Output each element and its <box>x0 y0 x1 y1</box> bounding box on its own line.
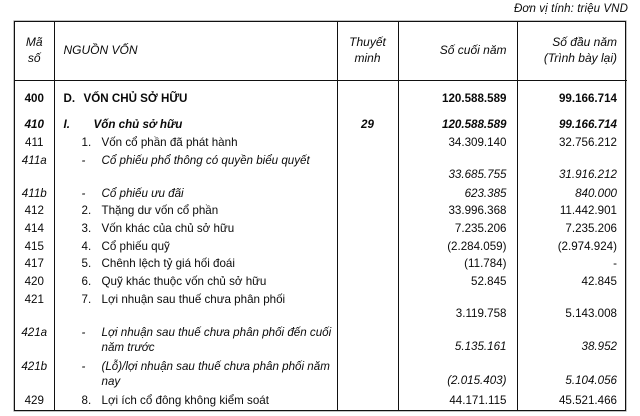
row-code: 421a <box>15 324 54 358</box>
row-note <box>337 358 398 392</box>
row-marker: D. <box>63 91 76 105</box>
row-marker: - <box>81 186 86 200</box>
table-row <box>15 358 627 392</box>
spacer-cell <box>517 107 627 116</box>
row-end-of-year: 33.685.755 <box>398 152 517 185</box>
row-end-of-year: 623.385 <box>398 185 517 203</box>
row-marker: 7. <box>81 292 92 306</box>
row-note <box>337 291 398 324</box>
row-begin-of-year: 5.143.008 <box>565 306 617 320</box>
row-code: 429 <box>15 392 54 410</box>
row-end-of-year: (2.284.059) <box>398 238 517 256</box>
row-note <box>337 152 398 185</box>
row-label: Lợi nhuận sau thuế chưa phân phối đến cuối năm trước <box>101 325 332 354</box>
row-name <box>54 273 337 291</box>
row-marker: - <box>81 153 86 167</box>
row-end-of-year: (2.015.403) <box>398 358 517 392</box>
row-begin-of-year: 99.166.714 <box>558 118 617 132</box>
row-label: Cổ phiếu phổ thông có quyền biểu quyết <box>101 153 310 167</box>
table-row <box>15 392 627 410</box>
row-marker: 5. <box>81 257 92 271</box>
table-row <box>15 90 627 108</box>
table-row <box>15 273 627 291</box>
row-begin-of-year: 11.442.901 <box>559 204 617 218</box>
row-note <box>337 134 398 152</box>
row-label: VỐN CHỦ SỞ HỮU <box>83 91 188 105</box>
table-row <box>15 152 627 185</box>
row-marker: 2. <box>81 204 92 218</box>
spacer-cell <box>398 107 517 116</box>
table-row <box>15 116 627 134</box>
row-note <box>337 392 398 410</box>
header-code-line1: Mã <box>25 35 43 50</box>
row-code: 417 <box>15 255 54 273</box>
row-code: 414 <box>15 220 54 238</box>
row-end-of-year: 5.135.161 <box>398 324 517 358</box>
table-row <box>15 134 627 152</box>
row-name <box>54 134 337 152</box>
row-marker: - <box>81 325 86 339</box>
row-label: Chênh lệch tỷ giá hối đoái <box>101 257 235 271</box>
row-label: Thặng dư vốn cổ phần <box>101 204 219 218</box>
row-label: (Lỗ)/lợi nhuận sau thuế chưa phân phối năm nay <box>101 359 330 389</box>
table-row <box>15 324 627 358</box>
row-name <box>54 116 337 134</box>
header-row <box>15 22 627 80</box>
spacer-row <box>15 107 627 116</box>
header-begin-line1: Số đầu năm <box>552 35 617 50</box>
row-end-of-year: 120.588.589 <box>398 90 517 108</box>
balance-sheet-table <box>15 22 627 410</box>
row-code: 421b <box>15 358 54 392</box>
spacer-cell <box>517 80 627 90</box>
row-marker: 1. <box>81 135 92 149</box>
table-row <box>15 238 627 256</box>
spacer-cell <box>54 107 337 116</box>
row-label: Vốn chủ sở hữu <box>93 118 183 132</box>
row-note: 29 <box>337 116 398 134</box>
row-name <box>54 238 337 256</box>
row-name <box>54 90 337 108</box>
row-code: 411a <box>15 152 54 185</box>
row-end-of-year: (11.784) <box>398 255 517 273</box>
row-name <box>54 185 337 203</box>
row-code: 411b <box>15 185 54 203</box>
row-code: 412 <box>15 202 54 220</box>
row-note <box>337 185 398 203</box>
row-begin-of-year: 31.916.212 <box>558 167 617 181</box>
row-end-of-year: 120.588.589 <box>398 116 517 134</box>
row-end-of-year: 44.171.115 <box>398 392 517 410</box>
row-label: Lợi ích cổ đông không kiểm soát <box>101 394 269 408</box>
row-name <box>54 202 337 220</box>
unit-caption: Đơn vị tính: triệu VND <box>514 3 628 15</box>
row-code: 421 <box>15 291 54 324</box>
row-label: Vốn khác của chủ sở hữu <box>101 221 235 235</box>
row-code: 415 <box>15 238 54 256</box>
row-marker: 8. <box>81 394 92 408</box>
balance-sheet-table-wrapper <box>14 21 626 411</box>
row-name <box>54 255 337 273</box>
header-note-line1: Thuyết <box>349 35 386 50</box>
row-note <box>337 202 398 220</box>
row-marker: 6. <box>81 275 92 289</box>
spacer-cell <box>337 80 398 90</box>
row-begin-of-year: 7.235.206 <box>565 221 617 235</box>
table-row <box>15 291 627 324</box>
row-name <box>54 152 337 185</box>
table-row <box>15 220 627 238</box>
row-begin-of-year: 45.521.466 <box>558 394 617 408</box>
row-begin-of-year: 5.104.056 <box>565 373 617 387</box>
row-end-of-year: 3.119.758 <box>398 291 517 324</box>
row-end-of-year: 7.235.206 <box>398 220 517 238</box>
row-label: Quỹ khác thuộc vốn chủ sở hữu <box>101 275 267 289</box>
header-begin-of-year <box>517 22 627 80</box>
row-code: 400 <box>15 90 54 108</box>
row-note <box>337 90 398 108</box>
row-end-of-year: 34.309.140 <box>398 134 517 152</box>
spacer-cell <box>337 107 398 116</box>
row-name <box>54 291 337 324</box>
table-row <box>15 255 627 273</box>
table-row <box>15 185 627 203</box>
row-begin-of-year: 42.845 <box>581 275 617 289</box>
row-begin-of-year: (2.974.924) <box>557 239 617 253</box>
row-code: 420 <box>15 273 54 291</box>
row-name <box>54 324 337 358</box>
header-note-line2: minh <box>354 50 381 65</box>
header-code-line2: số <box>27 50 41 65</box>
row-name <box>54 392 337 410</box>
row-note <box>337 273 398 291</box>
spacer-cell <box>15 80 54 90</box>
row-name <box>54 220 337 238</box>
spacer-row <box>15 80 627 90</box>
row-marker: - <box>81 359 86 373</box>
row-code: 410 <box>15 116 54 134</box>
row-begin-of-year: 840.000 <box>575 186 617 200</box>
row-marker: I. <box>63 118 70 132</box>
header-code <box>15 22 54 80</box>
spacer-cell <box>398 80 517 90</box>
row-begin-of-year: - <box>613 257 617 271</box>
row-note <box>337 238 398 256</box>
row-code: 411 <box>15 134 54 152</box>
header-name: NGUỒN VỐN <box>54 22 337 80</box>
row-note <box>337 324 398 358</box>
row-label: Cổ phiếu ưu đãi <box>101 186 184 200</box>
row-note <box>337 255 398 273</box>
spacer-cell <box>15 107 54 116</box>
table-header <box>15 22 627 80</box>
row-label: Cổ phiếu quỹ <box>101 239 170 253</box>
header-begin-line2: (Trình bày lại) <box>543 50 617 65</box>
row-begin-of-year: 38.952 <box>581 339 617 353</box>
row-begin-of-year: 99.166.714 <box>558 91 617 105</box>
row-name <box>54 358 337 392</box>
row-label: Lợi nhuận sau thuế chưa phân phối <box>101 292 286 306</box>
row-end-of-year: 52.845 <box>398 273 517 291</box>
row-end-of-year: 33.996.368 <box>398 202 517 220</box>
header-end-of-year: Số cuối năm <box>398 22 517 80</box>
row-marker: 3. <box>81 221 92 235</box>
table-row <box>15 202 627 220</box>
spacer-cell <box>54 80 337 90</box>
header-note <box>337 22 398 80</box>
row-begin-of-year: 32.756.212 <box>558 135 617 149</box>
row-marker: 4. <box>81 239 92 253</box>
row-note <box>337 220 398 238</box>
row-label: Vốn cổ phần đã phát hành <box>101 135 238 149</box>
table-body <box>15 80 627 410</box>
